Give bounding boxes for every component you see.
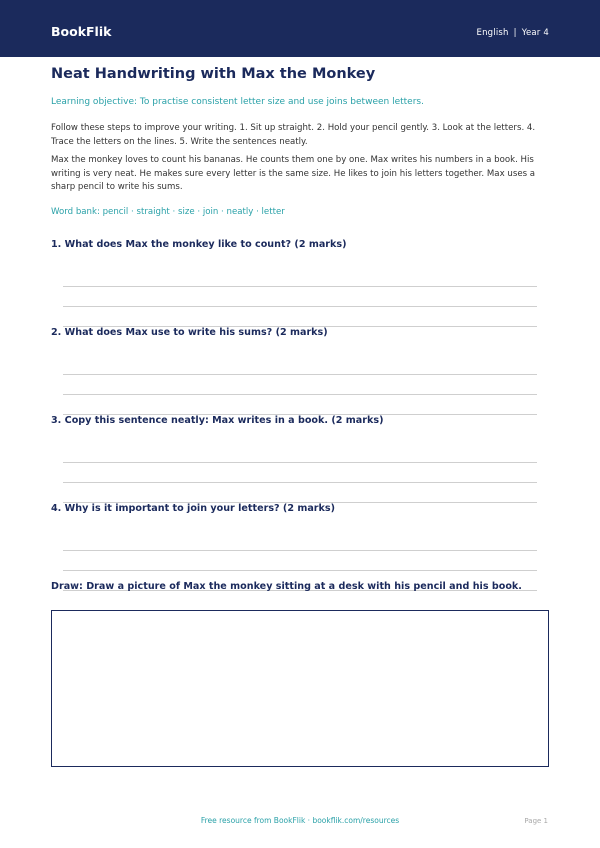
answer-line[interactable] <box>63 570 537 571</box>
header-meta <box>477 28 549 38</box>
subject-label: English <box>476 28 509 38</box>
instructions-paragraph: Follow these steps to improve your writing. 1. Sit up straight. 2. Hold your pencil gently. 3. Look at the letters. 4. Trace the letters on the lines. 5. Write the sentences neatly. <box>51 123 536 147</box>
meta-separator: | <box>513 28 517 38</box>
answer-line[interactable] <box>63 550 537 551</box>
answer-line[interactable] <box>63 286 537 287</box>
answer-line[interactable] <box>63 306 537 307</box>
brand-logo-text[interactable]: BookFlik <box>51 24 112 39</box>
word-bank: Word bank: pencil · straight · size · join · neatly · letter <box>51 207 285 217</box>
learning-objective: Learning objective: To practise consistent letter size and use joins between letters. <box>51 97 424 107</box>
page-header <box>0 0 600 57</box>
year-label: Year 4 <box>521 28 549 38</box>
question-3: 3. Copy this sentence neatly: Max writes in a book. (2 marks) <box>51 415 384 426</box>
draw-instruction: Draw: Draw a picture of Max the monkey sitting at a desk with his pencil and his book. <box>51 581 522 592</box>
worksheet-title: Neat Handwriting with Max the Monkey <box>51 66 376 82</box>
question-4: 4. Why is it important to join your letters? (2 marks) <box>51 503 336 514</box>
question-2: 2. What does Max use to write his sums? (2 marks) <box>51 327 328 338</box>
answer-line[interactable] <box>63 462 537 463</box>
question-1: 1. What does Max the monkey like to count? (2 marks) <box>51 239 347 250</box>
story-paragraph: Max the monkey loves to count his bananas. He counts them one by one. Max writes his numbers in a book. His writing is very neat. He makes sure every letter is the same size. He likes to join his letters together. Max uses a sharp pencil to write his sums. <box>51 155 536 192</box>
answer-line[interactable] <box>63 394 537 395</box>
footer-text[interactable]: Free resource from BookFlik · bookflik.com/resources <box>200 816 400 825</box>
answer-line[interactable] <box>63 482 537 483</box>
answer-line[interactable] <box>63 374 537 375</box>
drawing-box[interactable] <box>51 610 549 767</box>
page-number: Page 1 <box>524 817 548 825</box>
